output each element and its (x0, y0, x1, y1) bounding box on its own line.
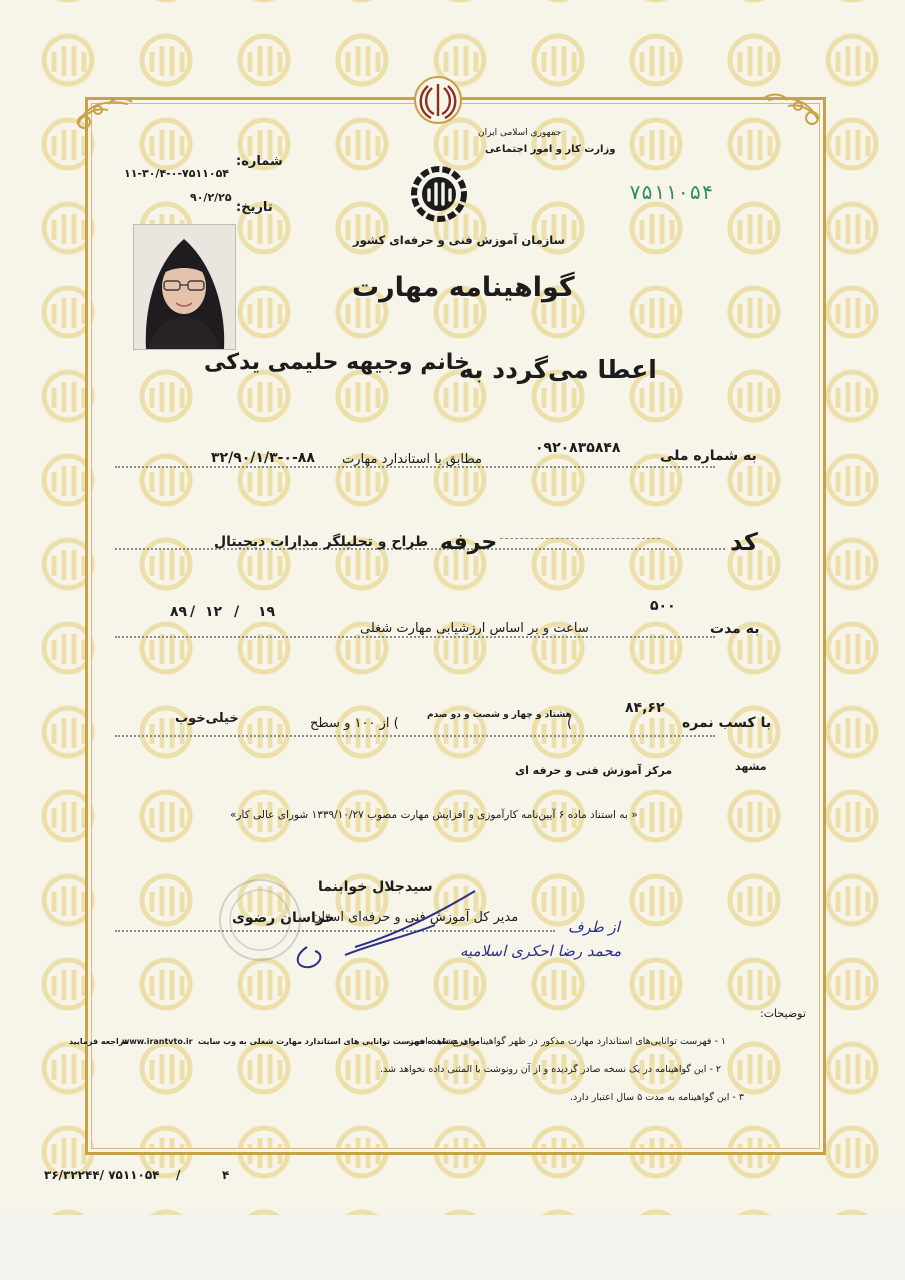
note-1-main: ۱ - فهرست توانایی‌های استاندارد مهارت مذکور در ظهر گواهینامه درج شده است. (405, 1036, 727, 1047)
duration-basis: ساعت و بر اساس ارزشیابی مهارت شغلی (360, 621, 589, 636)
score-dotted-line (115, 735, 715, 737)
score-open-paren: ( (567, 716, 573, 731)
legal-note: « به استناد ماده ۶ آیین‌نامه کارآموزی و افزایش مهارت مصوب ۱۳۳۹/۱۰/۲۷ شورای عالی کار» (230, 809, 638, 821)
certificate-title: گواهینامه مهارت (352, 272, 575, 303)
duration-label: به مدت (710, 621, 760, 637)
score-scale: ) از ۱۰۰ و سطح (310, 716, 399, 731)
center-city: مشهد (735, 760, 767, 773)
signature-scribble-icon (285, 885, 495, 975)
note-2: ۲ - این گواهینامه در یک نسخه صادر گردیده و از آن رونوشت یا المثنی داده نخواهد شد. (380, 1064, 721, 1075)
duration-dotted-line (115, 636, 715, 638)
duration-month: ۱۲ (205, 604, 223, 620)
serial-stamp: ۷۵۱۱۰۵۴ (629, 180, 714, 204)
national-id-value: ۰۹۲۰۸۳۵۸۴۸ (535, 440, 621, 456)
seal-stamp-icon (215, 875, 305, 965)
holder-name: خانم وجیهه حلیمی یدکی (204, 350, 470, 375)
holder-photo (133, 224, 236, 350)
note-3: ۳ - این گواهینامه به مدت ۵ سال اعتبار دارد. (570, 1092, 744, 1103)
score-words: هشتاد و چهار و شصت و دو صدم (427, 710, 572, 720)
note-1-end: مراجعه فرمایید (69, 1037, 129, 1046)
code-label: کد (730, 528, 758, 556)
footer-code: ۳۶/۳۲۲۴۴/ ۷۵۱۱۰۵۴ (44, 1168, 160, 1182)
national-id-label: به شماره ملی (660, 448, 757, 464)
duration-year: ۸۹ (170, 604, 188, 620)
signer-title: مدیر کل آموزش فنی و حرفه‌ای استان (312, 910, 519, 925)
trade-label: حرفه (440, 530, 498, 555)
center-name: مرکز آموزش فنی و حرفه ای (515, 764, 673, 777)
date-value: ۹۰/۲/۲۵ (190, 191, 232, 204)
ministry-label: وزارت کار و امور اجتماعی (485, 144, 616, 155)
organization-label: سازمان آموزش فنی و حرفه‌ای کشور (353, 233, 565, 247)
iran-emblem-icon (413, 72, 463, 128)
score-value: ۸۴,۶۲ (625, 700, 665, 716)
duration-day: ۱۹ (258, 604, 276, 620)
footer-page: ۴ (222, 1168, 230, 1182)
duration-sep-1: / (234, 604, 240, 620)
notes-heading: توضیحات: (760, 1007, 806, 1020)
code-line (500, 538, 660, 539)
ornament-right-icon (758, 88, 828, 130)
on-behalf-label: از طرف (568, 918, 620, 936)
standard-label: مطابق با استاندارد مهارت (342, 452, 482, 467)
republic-label: جمهوری اسلامی ایران (478, 128, 562, 138)
ornament-left-icon (68, 92, 138, 134)
signer-province: خراسان رضوی (232, 910, 335, 926)
tvto-logo-icon (409, 166, 469, 222)
duration-sep-2: / (190, 604, 196, 620)
score-level: خیلی‌خوب (175, 711, 239, 726)
on-behalf-name: محمد رضا احکری اسلامیه (460, 942, 622, 960)
award-label: اعطا می‌گردد به (459, 355, 657, 384)
number-label: شماره: (236, 154, 283, 169)
footer-sep: / (176, 1168, 181, 1182)
score-label: با کسب نمره (682, 715, 772, 731)
number-value: ۱۱-۳۰/۴-۰-۷۵۱۱۰۵۴ (124, 167, 229, 180)
duration-hours: ۵۰۰ (650, 598, 676, 614)
note-1-site: www.irantvto.ir (122, 1037, 193, 1046)
standard-value: ۳۲/۹۰/۱/۳-۰-۸۸ (211, 450, 315, 466)
signer-name: سیدجلال خوابنما (318, 879, 433, 895)
trade-value: طراح و تحلیلگر مدارات دیجیتال (214, 534, 429, 550)
note-1-bold: برای مشاهده فهرست توانایی های استاندارد مهارت شغلی به وب سایت (198, 1037, 480, 1046)
date-label: تاریخ: (236, 200, 273, 215)
